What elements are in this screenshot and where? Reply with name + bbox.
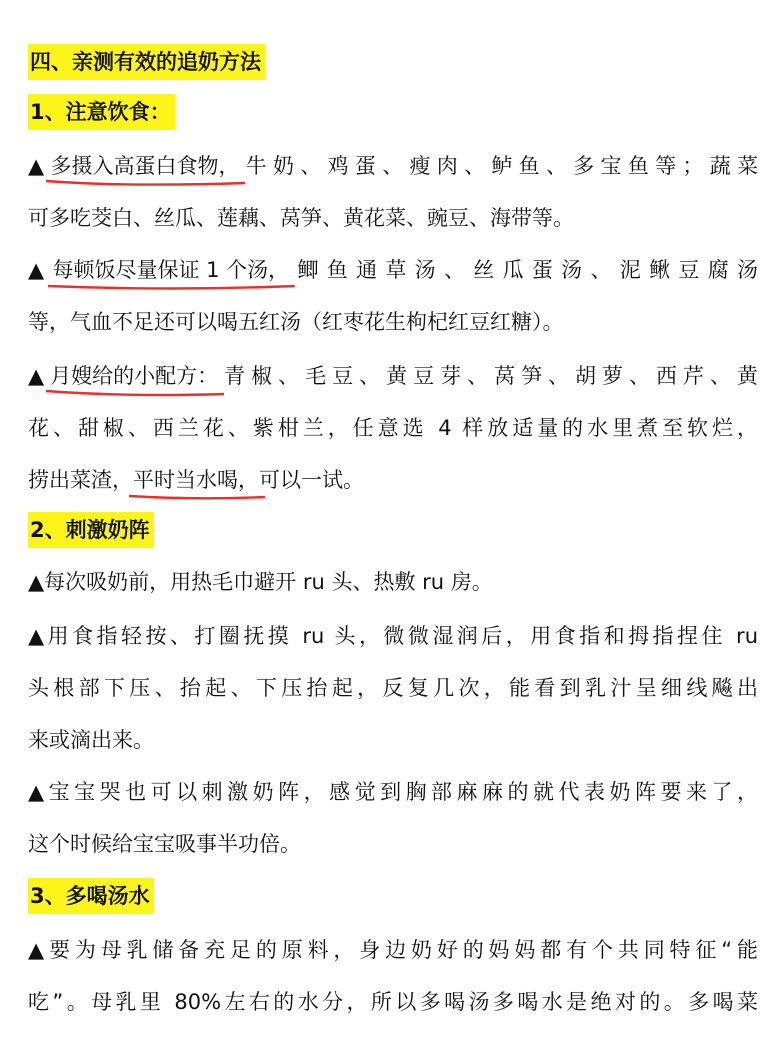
stimulate-p2-line-3: 来或滴出来。 [28, 728, 154, 752]
diet-p1-line-2: 可多吃茭白、丝瓜、莲藕、莴笋、黄花菜、豌豆、海带等。 [28, 206, 574, 230]
underlined-phrase-drink [133, 454, 259, 506]
phrase-recipe-list: 青椒、毛豆、黄豆芽、莴笋、胡萝、西芹、黄 [218, 364, 759, 388]
phrase-soup-list: 鲫鱼通草汤、丝瓜蛋汤、泥鳅豆腐汤 [289, 258, 758, 282]
stimulate-paragraph-3 [28, 766, 758, 870]
bullet-triangle-icon: ▲ [28, 364, 51, 388]
soup-p1-line-1: ▲要为母乳储备充足的原料，身边奶好的妈妈都有个共同特征“能 [28, 938, 758, 962]
diet-p3-line-3 [28, 454, 758, 506]
phrase-protein-list: 牛奶、鸡蛋、瘦肉、鲈鱼、多宝鱼等；蔬菜 [239, 154, 759, 178]
soup-p1-line-2: 吃”。母乳里 80%左右的水分，所以多喝汤多喝水是绝对的。多喝菜 [28, 990, 758, 1014]
phrase-remove-residue: 捞出菜渣， [28, 468, 133, 492]
underlined-phrase-recipe [50, 350, 218, 402]
heading-soup [28, 878, 154, 914]
heading-stimulate-text: 2、刺激奶阵 [28, 512, 154, 548]
bullet-triangle-icon: ▲ [28, 258, 53, 282]
section-title-4 [28, 44, 265, 80]
red-underline-mark [46, 178, 245, 188]
heading-diet-text: 1、注意饮食： [28, 94, 175, 130]
soup-paragraph-1 [28, 924, 758, 1028]
heading-diet [28, 94, 175, 130]
underlined-phrase-soup [52, 244, 289, 296]
section-title-4-text: 四、亲测有效的追奶方法 [28, 44, 265, 80]
phrase-recipe: 月嫂给的小配方： [50, 364, 219, 388]
diet-p3-line-1 [28, 350, 758, 402]
diet-p3-line-2: 花、甜椒、西兰花、紫柑兰，任意选 4 样放适量的水里煮至软烂， [28, 416, 758, 440]
diet-paragraph-3 [28, 350, 758, 506]
diet-p2-line-1 [28, 244, 758, 296]
stimulate-p2-line-1: ▲用食指轻按、打圈抚摸 ru 头，微微湿润后，用食指和拇指捏住 ru [28, 624, 758, 648]
stimulate-p1-line-1: ▲每次吸奶前，用热毛巾避开 ru 头、热敷 ru 房。 [28, 570, 493, 594]
stimulate-paragraph-2 [28, 610, 758, 766]
heading-stimulate [28, 512, 154, 548]
diet-paragraph-1 [28, 140, 758, 244]
diet-paragraph-2 [28, 244, 758, 348]
bullet-triangle-icon: ▲ [28, 154, 51, 178]
stimulate-p3-line-2: 这个时候给宝宝吸事半功倍。 [28, 832, 301, 856]
heading-soup-text: 3、多喝汤水 [28, 878, 154, 914]
underlined-phrase-protein [50, 140, 239, 192]
phrase-soup: 每顿饭尽量保证 1 个汤， [52, 258, 290, 282]
red-underline-mark [129, 492, 265, 502]
diet-p1-line-1 [28, 140, 758, 192]
red-underline-mark [46, 388, 224, 398]
stimulate-p3-line-1: ▲宝宝哭也可以刺激奶阵，感觉到胸部麻麻的就代表奶阵要来了， [28, 780, 758, 804]
diet-p2-line-2: 等，气血不足还可以喝五红汤（红枣花生枸杞红豆红糖）。 [28, 310, 564, 334]
stimulate-p2-line-2: 头根部下压、抬起、下压抬起，反复几次，能看到乳汁呈细线飚出 [28, 676, 758, 700]
phrase-drink: 平时当水喝， [133, 468, 259, 492]
red-underline-mark [48, 282, 295, 292]
phrase-protein: 多摄入高蛋白食物， [50, 154, 240, 178]
stimulate-paragraph-1 [28, 556, 758, 608]
phrase-try-it: 可以一试。 [259, 468, 364, 492]
